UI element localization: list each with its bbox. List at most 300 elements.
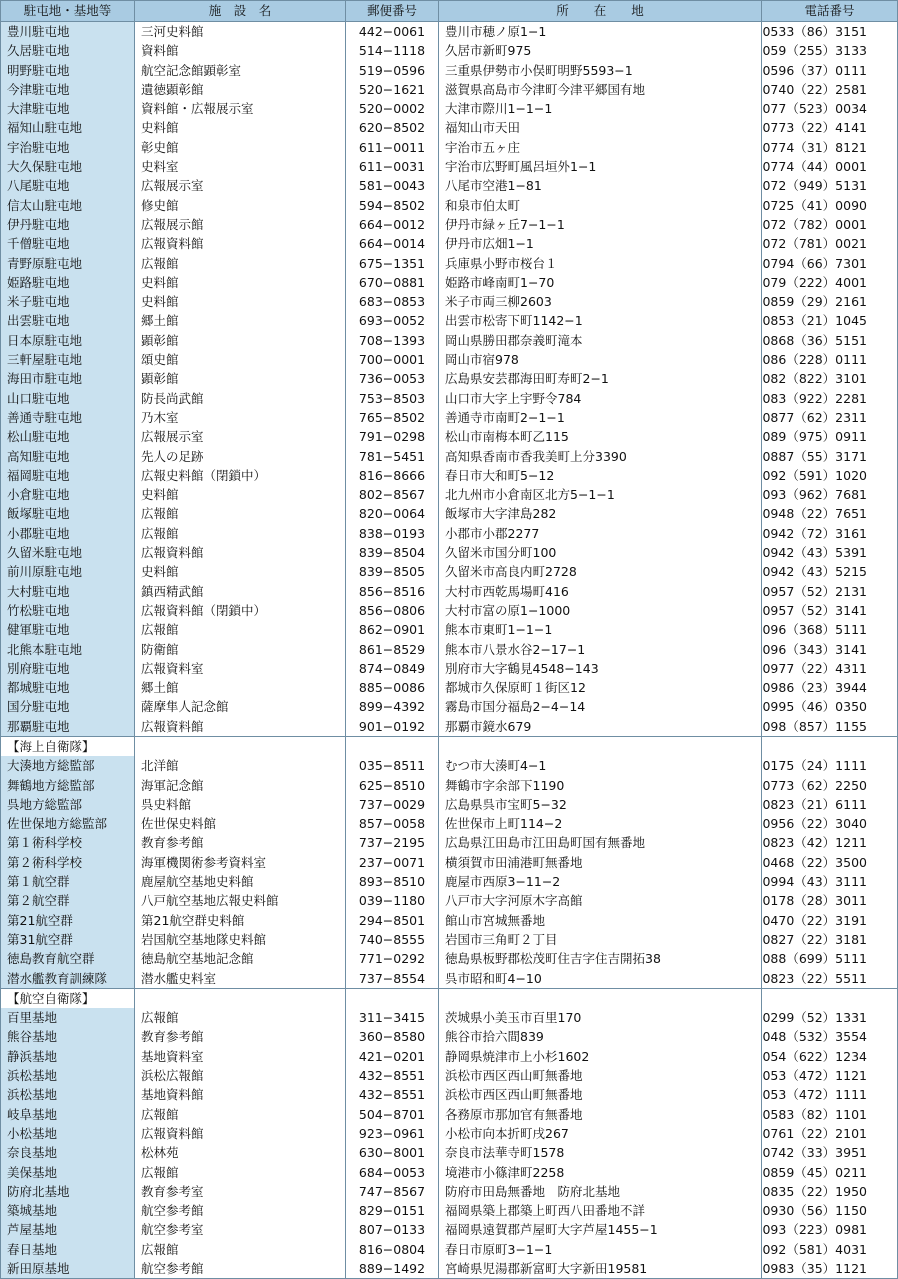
table-row [1, 504, 898, 523]
cell-facility: 広報館 [135, 254, 346, 273]
cell-address: 宇治市五ヶ庄 [439, 138, 762, 157]
cell-zip: 753−8503 [346, 389, 439, 408]
cell-facility: 広報館 [135, 1105, 346, 1124]
table-row [1, 543, 898, 562]
cell-address: むつ市大湊町4−1 [439, 756, 762, 775]
cell-tel: 0725（41）0090 [762, 196, 898, 215]
cell-tel: 092（591）1020 [762, 466, 898, 485]
cell-zip: 807−0133 [346, 1220, 439, 1239]
cell-tel: 0299（52）1331 [762, 1008, 898, 1027]
cell-zip: 504−8701 [346, 1105, 439, 1124]
cell-name: 宇治駐屯地 [1, 138, 135, 157]
cell-address: 熊本市八景水谷2−17−1 [439, 640, 762, 659]
table-body [1, 22, 898, 1279]
table-row [1, 350, 898, 369]
cell-name: 第２航空群 [1, 891, 135, 910]
table-row [1, 524, 898, 543]
cell-facility: 航空記念館顕彰室 [135, 61, 346, 80]
cell-name: 久留米駐屯地 [1, 543, 135, 562]
cell-name: 岐阜基地 [1, 1105, 135, 1124]
cell-name: 松山駐屯地 [1, 427, 135, 446]
cell-address: 各務原市那加官有無番地 [439, 1105, 762, 1124]
cell-tel: 093（223）0981 [762, 1220, 898, 1239]
cell-tel: 096（368）5111 [762, 620, 898, 639]
cell-address: 出雲市松寄下町1142−1 [439, 311, 762, 330]
table-row [1, 891, 898, 910]
cell-zip: 816−0804 [346, 1240, 439, 1259]
cell-address: 山口市大字上宇野令784 [439, 389, 762, 408]
cell-zip: 856−0806 [346, 601, 439, 620]
cell-tel: 0742（33）3951 [762, 1143, 898, 1162]
cell-name: 第１航空群 [1, 872, 135, 891]
cell-zip: 747−8567 [346, 1182, 439, 1201]
cell-address: 姫路市峰南町1−70 [439, 273, 762, 292]
cell-tel: 0859（45）0211 [762, 1163, 898, 1182]
cell-zip: 771−0292 [346, 949, 439, 968]
cell-address: 熊本市東町1−1−1 [439, 620, 762, 639]
cell-tel: 0774（44）0001 [762, 157, 898, 176]
cell-address: 鹿屋市西原3−11−2 [439, 872, 762, 891]
cell-zip: 856−8516 [346, 582, 439, 601]
cell-facility: 史料館 [135, 562, 346, 581]
cell-address: 大村市西乾馬場町416 [439, 582, 762, 601]
cell-facility: 彰史館 [135, 138, 346, 157]
cell-facility: 航空参考館 [135, 1201, 346, 1220]
cell-name: 青野原駐屯地 [1, 254, 135, 273]
cell-facility: 広報展示室 [135, 427, 346, 446]
cell-address: 飯塚市大字津島282 [439, 504, 762, 523]
cell-tel: 0774（31）8121 [762, 138, 898, 157]
cell-address: 別府市大字鶴見4548−143 [439, 659, 762, 678]
cell-zip: 035−8511 [346, 756, 439, 775]
cell-zip: 039−1180 [346, 891, 439, 910]
cell-name: 豊川駐屯地 [1, 22, 135, 42]
cell-zip: 311−3415 [346, 1008, 439, 1027]
table-row [1, 1124, 898, 1143]
cell-address: 徳島県板野郡松茂町住吉字住吉開拓38 [439, 949, 762, 968]
cell-address: 舞鶴市字余部下1190 [439, 776, 762, 795]
cell-name: 米子駐屯地 [1, 292, 135, 311]
cell-zip: 611−0011 [346, 138, 439, 157]
table-row [1, 659, 898, 678]
cell-tel: 0994（43）3111 [762, 872, 898, 891]
cell-tel: 098（857）1155 [762, 717, 898, 737]
cell-address: 宇治市広野町風呂垣外1−1 [439, 157, 762, 176]
cell-name: 防府北基地 [1, 1182, 135, 1201]
table-row [1, 853, 898, 872]
cell-zip: 611−0031 [346, 157, 439, 176]
cell-facility: 防長尚武館 [135, 389, 346, 408]
table-row [1, 1259, 898, 1279]
table-row [1, 22, 898, 42]
table-row [1, 176, 898, 195]
cell-name: 北熊本駐屯地 [1, 640, 135, 659]
cell-zip: 594−8502 [346, 196, 439, 215]
cell-tel: 079（222）4001 [762, 273, 898, 292]
cell-facility: 広報資料館（閉鎖中） [135, 601, 346, 620]
cell-zip: 684−0053 [346, 1163, 439, 1182]
cell-facility: 史料館 [135, 118, 346, 137]
cell-tel [762, 736, 898, 756]
cell-tel: 0957（52）3141 [762, 601, 898, 620]
cell-address: 呉市昭和町4−10 [439, 969, 762, 989]
cell-facility: 教育参考室 [135, 1182, 346, 1201]
cell-name: 徳島教育航空群 [1, 949, 135, 968]
cell-zip: 581−0043 [346, 176, 439, 195]
cell-name: 小松基地 [1, 1124, 135, 1143]
cell-name: 第21航空群 [1, 911, 135, 930]
table-row [1, 911, 898, 930]
cell-facility: 広報館 [135, 524, 346, 543]
cell-name: 今津駐屯地 [1, 80, 135, 99]
table-row [1, 814, 898, 833]
header-name: 駐屯地・基地等 [1, 1, 135, 22]
cell-address: 兵庫県小野市桜台１ [439, 254, 762, 273]
cell-zip: 889−1492 [346, 1259, 439, 1279]
cell-zip: 708−1393 [346, 331, 439, 350]
cell-address: 久留米市国分町100 [439, 543, 762, 562]
cell-tel: 0957（52）2131 [762, 582, 898, 601]
cell-tel: 0823（21）6111 [762, 795, 898, 814]
cell-name: 善通寺駐屯地 [1, 408, 135, 427]
cell-facility: 史料館 [135, 485, 346, 504]
cell-address: 浜松市西区西山町無番地 [439, 1066, 762, 1085]
cell-name: 山口駐屯地 [1, 389, 135, 408]
cell-facility: 呉史料館 [135, 795, 346, 814]
cell-tel: 088（699）5111 [762, 949, 898, 968]
table-row [1, 640, 898, 659]
table-row [1, 697, 898, 716]
cell-facility: 広報資料館 [135, 234, 346, 253]
cell-zip: 781−5451 [346, 447, 439, 466]
cell-name: 新田原基地 [1, 1259, 135, 1279]
table-row [1, 601, 898, 620]
cell-address: 和泉市伯太町 [439, 196, 762, 215]
cell-tel: 093（962）7681 [762, 485, 898, 504]
cell-name: 那覇駐屯地 [1, 717, 135, 737]
cell-address: 岡山県勝田郡奈義町滝本 [439, 331, 762, 350]
cell-address: 久居市新町975 [439, 41, 762, 60]
table-row [1, 157, 898, 176]
cell-tel: 0986（23）3944 [762, 678, 898, 697]
cell-tel: 0930（56）1150 [762, 1201, 898, 1220]
table-row [1, 562, 898, 581]
cell-tel: 072（949）5131 [762, 176, 898, 195]
cell-address: 小松市向本折町戌267 [439, 1124, 762, 1143]
cell-tel: 083（922）2281 [762, 389, 898, 408]
cell-name: 築城基地 [1, 1201, 135, 1220]
cell-facility: 資料館 [135, 41, 346, 60]
cell-address: 滋賀県高島市今津町今津平郷国有地 [439, 80, 762, 99]
cell-facility: 潜水艦史料室 [135, 969, 346, 989]
cell-name: 明野駐屯地 [1, 61, 135, 80]
cell-address: 広島県安芸郡海田町寿町2−1 [439, 369, 762, 388]
cell-name: 美保基地 [1, 1163, 135, 1182]
cell-name: 大湊地方総監部 [1, 756, 135, 775]
cell-name: 千僧駐屯地 [1, 234, 135, 253]
cell-address: 高知県香南市香我美町上分3390 [439, 447, 762, 466]
table-row [1, 485, 898, 504]
table-row [1, 369, 898, 388]
cell-address: 三重県伊勢市小俣町明野5593−1 [439, 61, 762, 80]
cell-facility: 広報史料館（閉鎖中） [135, 466, 346, 485]
cell-tel: 0470（22）3191 [762, 911, 898, 930]
cell-facility: 郷土館 [135, 678, 346, 697]
cell-tel: 086（228）0111 [762, 350, 898, 369]
cell-name: 呉地方総監部 [1, 795, 135, 814]
table-row [1, 215, 898, 234]
cell-facility: 松林苑 [135, 1143, 346, 1162]
cell-facility: 岩国航空基地隊史料館 [135, 930, 346, 949]
cell-facility [135, 736, 346, 756]
cell-tel: 0583（82）1101 [762, 1105, 898, 1124]
cell-address: 浜松市西区西山町無番地 [439, 1085, 762, 1104]
table-row [1, 80, 898, 99]
cell-address: 都城市久保原町１街区12 [439, 678, 762, 697]
cell-name: 春日基地 [1, 1240, 135, 1259]
cell-zip: 664−0012 [346, 215, 439, 234]
cell-zip: 765−8502 [346, 408, 439, 427]
table-row [1, 118, 898, 137]
cell-name: 別府駐屯地 [1, 659, 135, 678]
cell-zip: 630−8001 [346, 1143, 439, 1162]
cell-name: 信太山駐屯地 [1, 196, 135, 215]
table-row [1, 582, 898, 601]
cell-zip: 737−8554 [346, 969, 439, 989]
cell-name: 三軒屋駐屯地 [1, 350, 135, 369]
table-row [1, 138, 898, 157]
cell-address [439, 988, 762, 1008]
cell-tel: 077（523）0034 [762, 99, 898, 118]
cell-tel: 0835（22）1950 [762, 1182, 898, 1201]
cell-facility: 郷土館 [135, 311, 346, 330]
cell-name: 浜松基地 [1, 1085, 135, 1104]
cell-zip: 861−8529 [346, 640, 439, 659]
cell-address: 広島県呉市宝町5−32 [439, 795, 762, 814]
table-row [1, 311, 898, 330]
cell-facility: 教育参考館 [135, 1027, 346, 1046]
cell-zip: 693−0052 [346, 311, 439, 330]
cell-facility: 広報館 [135, 620, 346, 639]
cell-tel: 072（781）0021 [762, 234, 898, 253]
cell-zip: 839−8504 [346, 543, 439, 562]
cell-tel: 0773（62）2250 [762, 776, 898, 795]
table-row [1, 408, 898, 427]
cell-facility: 先人の足跡 [135, 447, 346, 466]
cell-tel: 072（782）0001 [762, 215, 898, 234]
table-row [1, 717, 898, 737]
cell-tel: 0740（22）2581 [762, 80, 898, 99]
cell-name: 姫路駐屯地 [1, 273, 135, 292]
cell-zip [346, 988, 439, 1008]
cell-tel: 0823（22）5511 [762, 969, 898, 989]
cell-zip: 839−8505 [346, 562, 439, 581]
cell-facility: 航空参考館 [135, 1259, 346, 1279]
cell-address: 熊谷市拾六間839 [439, 1027, 762, 1046]
cell-zip [346, 736, 439, 756]
cell-name: 大村駐屯地 [1, 582, 135, 601]
cell-address: 伊丹市緑ヶ丘7−1−1 [439, 215, 762, 234]
cell-address: 佐世保市上町114−2 [439, 814, 762, 833]
cell-facility: 鎮西精武館 [135, 582, 346, 601]
cell-name: 浜松基地 [1, 1066, 135, 1085]
header-facility: 施 設 名 [135, 1, 346, 22]
cell-facility: 修史館 [135, 196, 346, 215]
cell-zip: 829−0151 [346, 1201, 439, 1220]
cell-facility: 広報展示館 [135, 215, 346, 234]
table-row [1, 234, 898, 253]
cell-tel: 0773（22）4141 [762, 118, 898, 137]
cell-tel: 0175（24）1111 [762, 756, 898, 775]
cell-facility: 海軍機関術参考資料室 [135, 853, 346, 872]
cell-facility: 第21航空群史料館 [135, 911, 346, 930]
cell-address: 広島県江田島市江田島町国有無番地 [439, 833, 762, 852]
table-row [1, 872, 898, 891]
table-row [1, 1163, 898, 1182]
cell-name: 福知山駐屯地 [1, 118, 135, 137]
cell-facility: 海軍記念館 [135, 776, 346, 795]
cell-name: 都城駐屯地 [1, 678, 135, 697]
table-row [1, 466, 898, 485]
cell-zip: 675−1351 [346, 254, 439, 273]
table-row [1, 1240, 898, 1259]
cell-tel: 0977（22）4311 [762, 659, 898, 678]
cell-zip: 874−0849 [346, 659, 439, 678]
cell-tel: 0761（22）2101 [762, 1124, 898, 1143]
cell-facility: 広報資料館 [135, 717, 346, 737]
cell-tel: 0794（66）7301 [762, 254, 898, 273]
cell-address: 大村市富の原1−1000 [439, 601, 762, 620]
cell-tel: 0853（21）1045 [762, 311, 898, 330]
cell-name: 久居駐屯地 [1, 41, 135, 60]
cell-facility: 史料館 [135, 273, 346, 292]
cell-address: 伊丹市広畑1−1 [439, 234, 762, 253]
cell-zip: 520−1621 [346, 80, 439, 99]
cell-address: 春日市大和町5−12 [439, 466, 762, 485]
cell-facility: 資料館・広報展示室 [135, 99, 346, 118]
cell-tel: 048（532）3554 [762, 1027, 898, 1046]
table-row [1, 1182, 898, 1201]
table-row [1, 1220, 898, 1239]
cell-tel: 0868（36）5151 [762, 331, 898, 350]
cell-tel: 0827（22）3181 [762, 930, 898, 949]
table-row [1, 833, 898, 852]
cell-zip: 838−0193 [346, 524, 439, 543]
cell-address: 防府市田島無番地 防府北基地 [439, 1182, 762, 1201]
cell-name: 熊谷基地 [1, 1027, 135, 1046]
cell-name: 潜水艦教育訓練隊 [1, 969, 135, 989]
cell-zip: 740−8555 [346, 930, 439, 949]
cell-name: 芦屋基地 [1, 1220, 135, 1239]
cell-address: 境港市小篠津町2258 [439, 1163, 762, 1182]
cell-address: 久留米市高良内町2728 [439, 562, 762, 581]
table-row [1, 1027, 898, 1046]
table-row [1, 969, 898, 989]
section-header-row [1, 988, 898, 1008]
cell-facility: 史料館 [135, 292, 346, 311]
cell-zip: 294−8501 [346, 911, 439, 930]
cell-name: 竹松駐屯地 [1, 601, 135, 620]
cell-name: 小倉駐屯地 [1, 485, 135, 504]
table-row [1, 949, 898, 968]
table-row [1, 1105, 898, 1124]
cell-zip: 737−2195 [346, 833, 439, 852]
cell-name: 第２術科学校 [1, 853, 135, 872]
table-row [1, 331, 898, 350]
cell-address: 豊川市穂ノ原1−1 [439, 22, 762, 42]
table-row [1, 620, 898, 639]
table-row [1, 41, 898, 60]
cell-zip: 885−0086 [346, 678, 439, 697]
cell-tel: 0956（22）3040 [762, 814, 898, 833]
cell-tel: 092（581）4031 [762, 1240, 898, 1259]
table-row [1, 273, 898, 292]
cell-zip: 360−8580 [346, 1027, 439, 1046]
cell-zip: 432−8551 [346, 1066, 439, 1085]
cell-zip: 519−0596 [346, 61, 439, 80]
table-row [1, 795, 898, 814]
cell-zip: 664−0014 [346, 234, 439, 253]
table-row [1, 1047, 898, 1066]
table-row [1, 389, 898, 408]
cell-zip: 816−8666 [346, 466, 439, 485]
cell-zip: 899−4392 [346, 697, 439, 716]
cell-address: 北九州市小倉南区北方5−1−1 [439, 485, 762, 504]
cell-name: 海田市駐屯地 [1, 369, 135, 388]
cell-facility: 遺徳顕彰館 [135, 80, 346, 99]
cell-name: 百里基地 [1, 1008, 135, 1027]
cell-facility: 基地資料館 [135, 1085, 346, 1104]
cell-facility: 防衛館 [135, 640, 346, 659]
cell-address: 岩国市三角町２丁目 [439, 930, 762, 949]
cell-tel: 096（343）3141 [762, 640, 898, 659]
cell-facility: 基地資料室 [135, 1047, 346, 1066]
table-row [1, 1066, 898, 1085]
cell-name: 八尾駐屯地 [1, 176, 135, 195]
table-row [1, 1008, 898, 1027]
cell-name: 日本原駐屯地 [1, 331, 135, 350]
cell-facility: 佐世保史料館 [135, 814, 346, 833]
cell-tel: 0995（46）0350 [762, 697, 898, 716]
cell-tel: 0887（55）3171 [762, 447, 898, 466]
cell-name: 佐世保地方総監部 [1, 814, 135, 833]
cell-tel: 0877（62）2311 [762, 408, 898, 427]
cell-name: 【航空自衛隊】 [1, 988, 135, 1008]
table-row [1, 756, 898, 775]
cell-facility: 広報館 [135, 504, 346, 523]
cell-facility: 北洋館 [135, 756, 346, 775]
table-row [1, 427, 898, 446]
cell-address: 奈良市法華寺町1578 [439, 1143, 762, 1162]
cell-tel: 0596（37）0111 [762, 61, 898, 80]
cell-name: 小郡駐屯地 [1, 524, 135, 543]
cell-tel: 0983（35）1121 [762, 1259, 898, 1279]
cell-facility: 広報館 [135, 1163, 346, 1182]
cell-zip: 736−0053 [346, 369, 439, 388]
cell-facility: 薩摩隼人記念館 [135, 697, 346, 716]
cell-facility: 浜松広報館 [135, 1066, 346, 1085]
cell-address: 福岡県遠賀郡芦屋町大字芦屋1455−1 [439, 1220, 762, 1239]
cell-tel: 053（472）1121 [762, 1066, 898, 1085]
cell-name: 国分駐屯地 [1, 697, 135, 716]
table-row [1, 930, 898, 949]
table-row [1, 292, 898, 311]
cell-tel: 054（622）1234 [762, 1047, 898, 1066]
cell-facility: 顕彰館 [135, 331, 346, 350]
cell-facility: 鹿屋航空基地史料館 [135, 872, 346, 891]
table-row [1, 1143, 898, 1162]
cell-zip: 901−0192 [346, 717, 439, 737]
